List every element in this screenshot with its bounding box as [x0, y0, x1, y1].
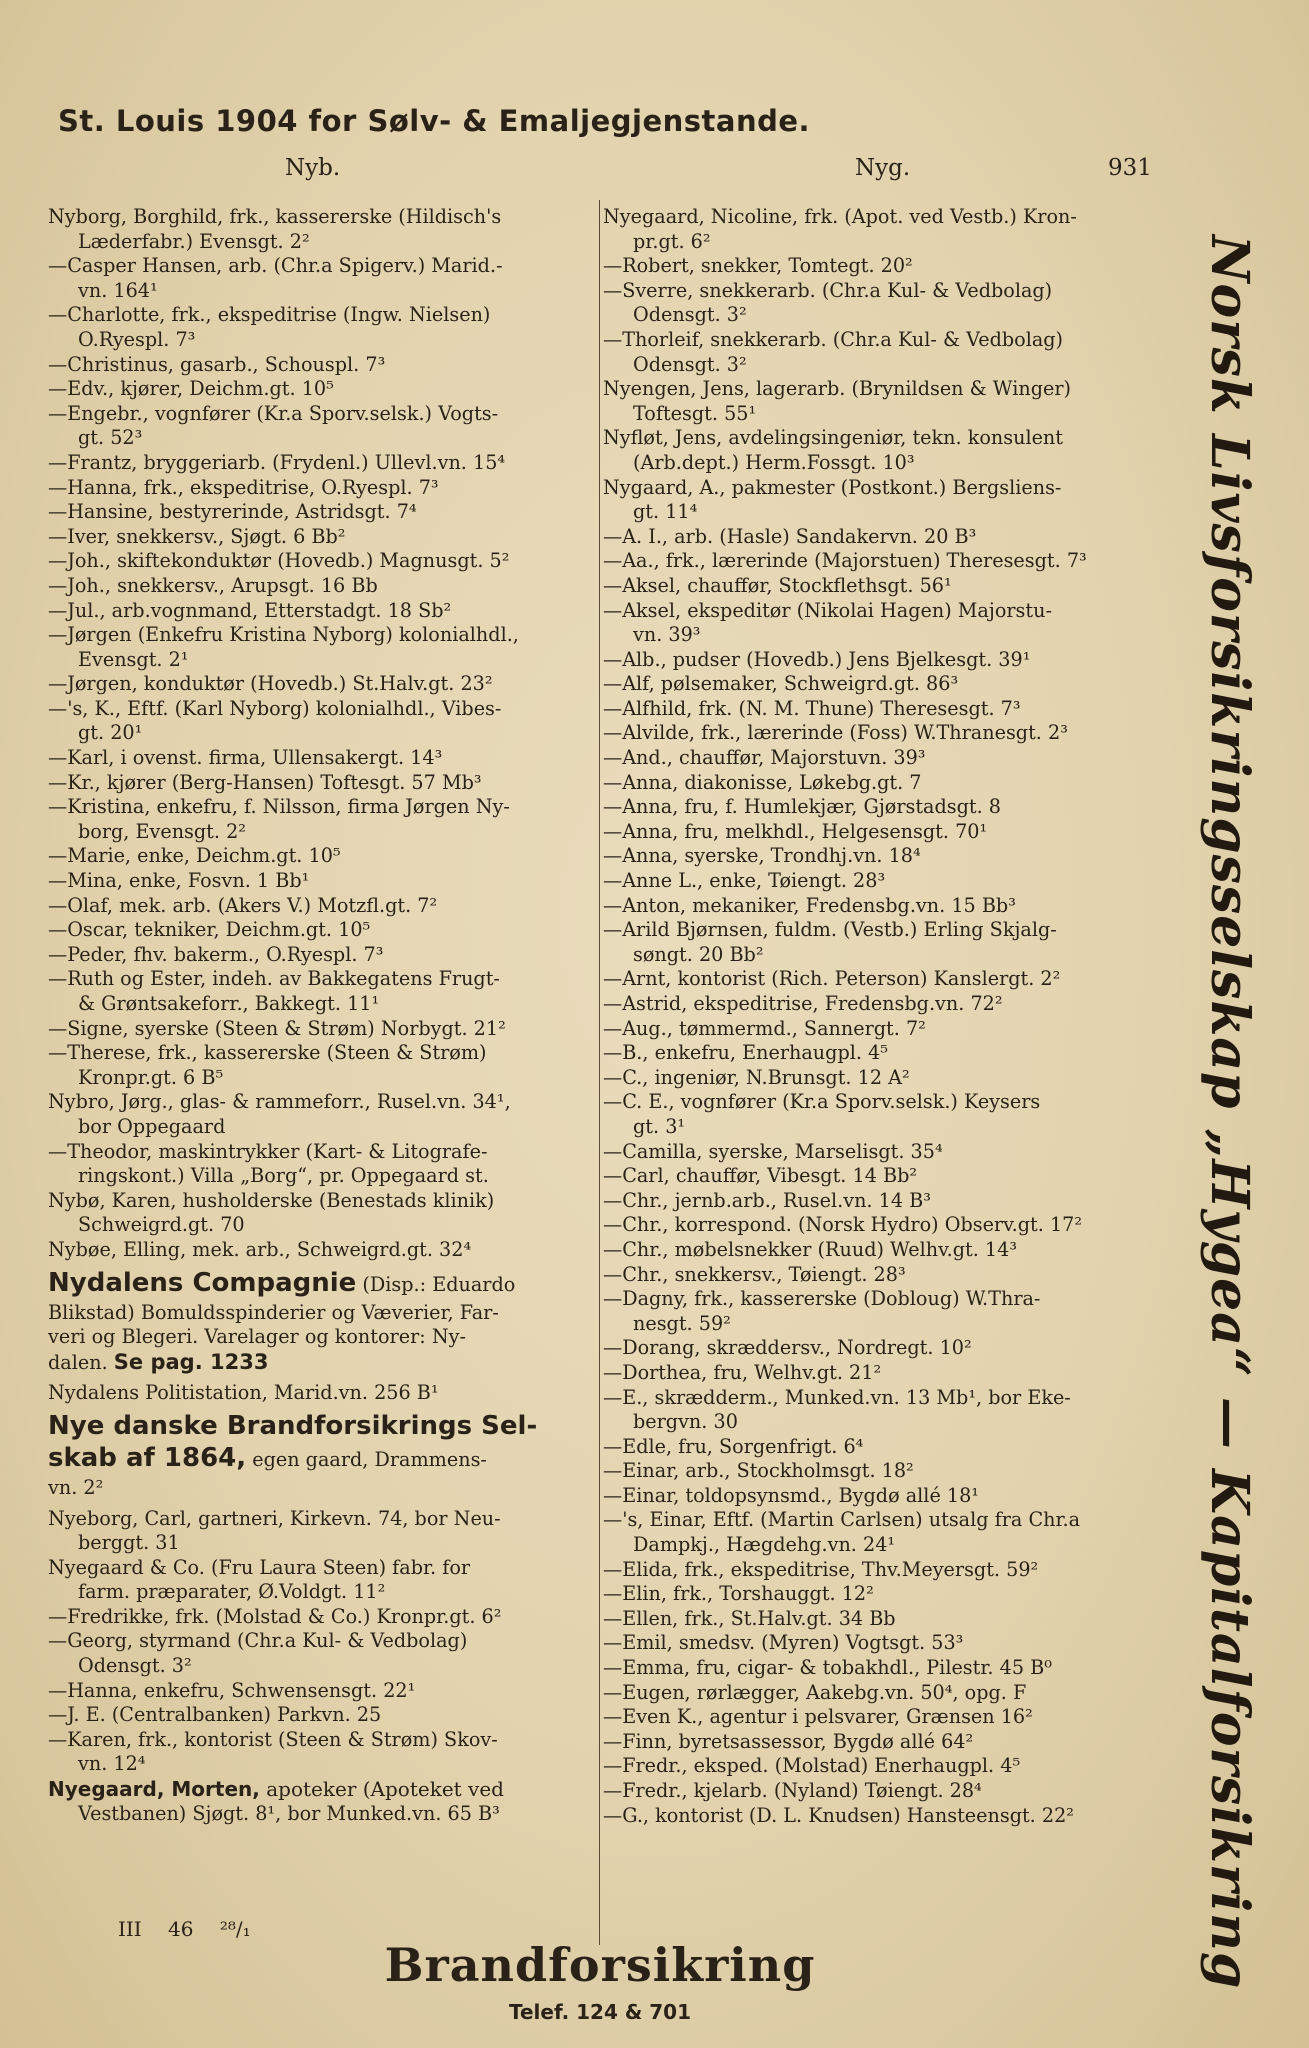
directory-line: Nybø, Karen, husholderske (Benestads klinik) — [48, 1188, 495, 1212]
nydalen-heading: Nydalens Compagnie (Disp.: Eduardo — [48, 1267, 516, 1298]
top-advertisement: St. Louis 1904 for Sølv- & Emaljegjenstande. — [58, 104, 811, 138]
directory-line: —Anne L., enke, Tøiengt. 28³ — [603, 869, 886, 893]
directory-line: —Hansine, bestyrerinde, Astridsgt. 7⁴ — [48, 500, 417, 524]
directory-line: pr.gt. 6² — [633, 229, 711, 253]
directory-line: —Ellen, frk., St.Halv.gt. 34 Bb — [603, 1606, 896, 1630]
directory-line: —Joh., snekkersv., Arupsgt. 16 Bb — [48, 573, 378, 597]
directory-line: —Anna, diakonisse, Løkebg.gt. 7 — [603, 770, 922, 794]
directory-line: —Chr., jernb.arb., Rusel.vn. 14 B³ — [603, 1188, 931, 1212]
directory-line: —Camilla, syerske, Marselisgt. 35⁴ — [603, 1139, 943, 1163]
directory-line: —Hanna, enkefru, Schwensensgt. 22¹ — [48, 1678, 416, 1702]
directory-line: —Engebr., vognfører (Kr.a Sporv.selsk.) Vogts- — [48, 401, 499, 425]
footer-page-code: III 46 ²⁸/₁ — [118, 1917, 251, 1941]
directory-line: —Dagny, frk., kassererske (Dobloug) W.Thra- — [603, 1287, 1041, 1311]
left-entries — [48, 205, 598, 1263]
directory-line: —Mina, enke, Fosvn. 1 Bb¹ — [48, 869, 310, 893]
directory-line: gt. 11⁴ — [633, 500, 698, 524]
directory-line: —Jørgen (Enkefru Kristina Nyborg) kolonialhdl., — [48, 623, 519, 647]
directory-line: Kronpr.gt. 6 B⁵ — [78, 1065, 224, 1089]
directory-line: —Astrid, ekspeditrise, Fredensbg.vn. 72² — [603, 992, 1003, 1015]
directory-line: ringskont.) Villa „Borg“, pr. Oppegaard st. — [78, 1164, 489, 1188]
directory-line: farm. præparater, Ø.Voldgt. 11² — [78, 1580, 386, 1604]
directory-line: —Emma, fru, cigar- & tobakhdl., Pilestr. 45 B⁰ — [603, 1656, 1052, 1680]
directory-line: —Chr., snekkersv., Tøiengt. 28³ — [603, 1262, 906, 1286]
directory-line: —Kr., kjører (Berg-Hansen) Toftesgt. 57 Mb³ — [48, 770, 482, 794]
directory-line: —Eugen, rørlægger, Aakebg.vn. 50⁴, opg. F — [603, 1680, 1027, 1704]
directory-line: —Arnt, kontorist (Rich. Peterson) Kanslergt. 2² — [603, 967, 1061, 991]
directory-line: Nygaard, A., pakmester (Postkont.) Bergsliens- — [603, 475, 1062, 499]
directory-line: —Oscar, tekniker, Deichm.gt. 10⁵ — [48, 918, 371, 942]
directory-line: —Edle, fru, Sorgenfrigt. 6⁴ — [603, 1434, 864, 1458]
directory-line: —E., skrædderm., Munked.vn. 13 Mb¹, bor Eke- — [603, 1385, 1071, 1409]
directory-line: —Finn, byretsassessor, Bygdø allé 64² — [603, 1729, 974, 1753]
directory-line: Læderfabr.) Evensgt. 2² — [78, 229, 310, 253]
directory-line: —'s, Einar, Eftf. (Martin Carlsen) utsalg fra Chr.a — [603, 1508, 1081, 1532]
directory-line: —Kristina, enkefru, f. Nilsson, firma Jørgen Ny- — [48, 795, 510, 819]
directory-line: søngt. 20 Bb² — [633, 942, 764, 966]
directory-line: bergvn. 30 — [633, 1410, 738, 1434]
directory-line: —Ruth og Ester, indeh. av Bakkegatens Frugt- — [48, 967, 500, 991]
directory-line: —Even K., agentur i pelsvarer, Grænsen 16² — [603, 1705, 1033, 1729]
directory-line: —Emil, smedsv. (Myren) Vogtsgt. 53³ — [603, 1631, 964, 1655]
directory-line: —Arild Bjørnsen, fuldm. (Vestb.) Erling Skjalg- — [603, 918, 1057, 942]
directory-line: gt. 52³ — [78, 426, 143, 450]
directory-line: —Aksel, ekspeditør (Nikolai Hagen) Majorstu- — [603, 598, 1052, 622]
directory-line: —Einar, arb., Stockholmsgt. 18² — [603, 1459, 914, 1483]
directory-line: —Robert, snekker, Tomtegt. 20² — [603, 254, 913, 278]
directory-line: —B., enkefru, Enerhaugpl. 4⁵ — [603, 1041, 888, 1065]
morten-heading: Nyegaard, Morten, apoteker (Apoteket ved — [48, 1777, 504, 1802]
directory-line: —Elin, frk., Torshauggt. 12² — [603, 1582, 874, 1606]
directory-line: berggt. 31 — [78, 1531, 180, 1555]
directory-line: gt. 3¹ — [633, 1114, 686, 1138]
directory-line: borg, Evensgt. 2² — [78, 819, 246, 843]
directory-line: Nyeborg, Carl, gartneri, Kirkevn. 74, bor Neu- — [48, 1506, 501, 1530]
directory-line: Nyegaard & Co. (Fru Laura Steen) fabr. for — [48, 1555, 471, 1579]
directory-line: —Dorthea, fru, Welhv.gt. 21² — [603, 1360, 882, 1384]
directory-line: —Georg, styrmand (Chr.a Kul- & Vedbolag) — [48, 1629, 468, 1653]
directory-line: O.Ryespl. 7³ — [78, 327, 196, 351]
directory-line: vn. 164¹ — [78, 278, 158, 302]
bottom-telephone: Telef. 124 & 701 — [508, 2000, 691, 2024]
header-right-keyword: Nyg. — [855, 155, 911, 181]
directory-line: —Karl, i ovenst. firma, Ullensakergt. 14³ — [48, 746, 443, 770]
directory-line: —Elida, frk., ekspeditrise, Thv.Meyersgt. 59² — [603, 1557, 1039, 1581]
right-column — [603, 205, 1151, 1828]
directory-line: —Chr., møbelsnekker (Ruud) Welhv.gt. 14³ — [603, 1237, 1018, 1261]
directory-line: —Aksel, chauffør, Stockflethsgt. 56¹ — [603, 573, 952, 597]
page-number: 931 — [1108, 155, 1152, 181]
directory-line: —C., ingeniør, N.Brunsgt. 12 A² — [603, 1065, 910, 1089]
directory-line: —A. I., arb. (Hasle) Sandakervn. 20 B³ — [603, 524, 977, 548]
directory-line: —Anna, fru, f. Humlekjær, Gjørstadsgt. 8 — [603, 795, 1002, 819]
directory-line: Toftesgt. 55¹ — [633, 401, 757, 425]
directory-line: —Hanna, frk., ekspeditrise, O.Ryespl. 7³ — [48, 475, 439, 499]
directory-line: —'s, K., Eftf. (Karl Nyborg) kolonialhdl., Vibes- — [48, 696, 502, 720]
directory-line: Nyfløt, Jens, avdelingsingeniør, tekn. konsulent — [603, 426, 1064, 450]
directory-line: —Olaf, mek. arb. (Akers V.) Motzfl.gt. 7² — [48, 893, 438, 917]
directory-line: —Dorang, skræddersv., Nordregt. 10² — [603, 1336, 972, 1360]
directory-line: —Anton, mekaniker, Fredensbg.vn. 15 Bb³ — [603, 893, 1016, 917]
directory-line: vn. 39³ — [633, 623, 701, 647]
politistation-entry: Nydalens Politistation, Marid.vn. 256 B¹ — [48, 1381, 439, 1405]
directory-line: —Anna, fru, melkhdl., Helgesensgt. 70¹ — [603, 819, 988, 843]
directory-line: —Aug., tømmermd., Sannergt. 7² — [603, 1016, 926, 1040]
directory-line: —Anna, syerske, Trondhj.vn. 18⁴ — [603, 844, 921, 868]
directory-line: Odensgt. 3² — [78, 1654, 192, 1678]
directory-line: —Joh., skiftekonduktør (Hovedb.) Magnusgt. 5² — [48, 549, 510, 573]
directory-line: —Karen, frk., kontorist (Steen & Strøm) Skov- — [48, 1727, 498, 1751]
directory-line: —Marie, enke, Deichm.gt. 10⁵ — [48, 844, 341, 868]
directory-line: —Therese, frk., kassererske (Steen & Strøm) — [48, 1041, 487, 1065]
directory-line: —Einar, toldopsynsmd., Bygdø allé 18¹ — [603, 1483, 980, 1507]
nydalen-line: dalen. Se pag. 1233 — [48, 1349, 269, 1374]
directory-line: —Signe, syerske (Steen & Strøm) Norbygt. 21² — [48, 1016, 506, 1040]
nye-danske-line: vn. 2² — [48, 1475, 104, 1499]
directory-line: —Jul., arb.vognmand, Etterstadgt. 18 Sb² — [48, 598, 452, 622]
nydalen-line: Blikstad) Bomuldsspinderier og Væverier, Far- — [48, 1300, 499, 1324]
directory-line: bor Oppegaard — [78, 1114, 226, 1138]
directory-line: —Jørgen, konduktør (Hovedb.) St.Halv.gt. 23² — [48, 672, 493, 696]
directory-line: Odensgt. 3² — [633, 352, 747, 376]
directory-line: —G., kontorist (D. L. Knudsen) Hansteensgt. 22² — [603, 1803, 1074, 1827]
column-divider — [599, 200, 600, 1945]
directory-line: Dampkj., Hægdehg.vn. 24¹ — [633, 1533, 896, 1557]
directory-line: —Carl, chauffør, Vibesgt. 14 Bb² — [603, 1164, 918, 1188]
directory-line: —Aa., frk., lærerinde (Majorstuen) Theresesgt. 7³ — [603, 549, 1087, 573]
directory-line: —C. E., vognfører (Kr.a Sporv.selsk.) Keysers — [603, 1090, 1041, 1114]
directory-line: —Thorleif, snekkerarb. (Chr.a Kul- & Vedbolag) — [603, 327, 1064, 351]
directory-line: —Charlotte, frk., ekspeditrise (Ingw. Nielsen) — [48, 303, 491, 327]
directory-line: gt. 20¹ — [78, 721, 143, 745]
directory-line: —Alfhild, frk. (N. M. Thune) Theresesgt. 7³ — [603, 696, 1021, 720]
directory-line: —Fredr., eksped. (Molstad) Enerhaugpl. 4⁵ — [603, 1754, 1021, 1778]
directory-line: —Fredrikke, frk. (Molstad & Co.) Kronpr.gt. 6² — [48, 1604, 502, 1628]
directory-line: —And., chauffør, Majorstuvn. 39³ — [603, 746, 926, 770]
directory-line: —Frantz, bryggeriarb. (Frydenl.) Ullevl.vn. 15⁴ — [48, 450, 506, 474]
directory-line: —Chr., korrespond. (Norsk Hydro) Observ.gt. 17² — [603, 1213, 1083, 1237]
directory-line: Nyborg, Borghild, frk., kassererske (Hildisch's — [48, 205, 502, 228]
directory-line: Nybro, Jørg., glas- & rammeforr., Rusel.vn. 34¹, — [48, 1090, 511, 1114]
directory-line: Nyegaard, Nicoline, frk. (Apot. ved Vestb.) Kron- — [603, 205, 1077, 228]
directory-line: Evensgt. 2¹ — [78, 647, 189, 671]
left-column — [48, 205, 598, 1826]
directory-line: —Alf, pølsemaker, Schweigrd.gt. 86³ — [603, 672, 959, 696]
directory-line: —Alb., pudser (Hovedb.) Jens Bjelkesgt. 39¹ — [603, 647, 1031, 671]
header-left-keyword: Nyb. — [285, 155, 341, 181]
directory-line: —J. E. (Centralbanken) Parkvn. 25 — [48, 1703, 382, 1727]
directory-line: —Peder, fhv. bakerm., O.Ryespl. 7³ — [48, 942, 384, 966]
nydalen-line: veri og Blegeri. Varelager og kontorer: Ny- — [48, 1325, 466, 1349]
directory-line: Nyengen, Jens, lagerarb. (Brynildsen & Winger) — [603, 377, 1071, 401]
directory-line: —Christinus, gasarb., Schouspl. 7³ — [48, 352, 386, 376]
nye-danske-line: skab af 1864, egen gaard, Drammens- — [48, 1442, 487, 1473]
directory-line: vn. 12⁴ — [78, 1752, 146, 1776]
nye-danske-heading: Nye danske Brandforsikrings Sel- — [48, 1410, 538, 1441]
bottom-advertisement: Brandforsikring — [384, 1938, 816, 1992]
directory-line: Nybøe, Elling, mek. arb., Schweigrd.gt. 32⁴ — [48, 1237, 472, 1261]
directory-line: —Iver, snekkersv., Sjøgt. 6 Bb² — [48, 524, 346, 548]
directory-line: & Grøntsakeforr., Bakkegt. 11¹ — [78, 992, 380, 1015]
directory-line: (Arb.dept.) Herm.Fossgt. 10³ — [633, 450, 915, 474]
morten-line: Vestbanen) Sjøgt. 8¹, bor Munked.vn. 65 B³ — [78, 1801, 500, 1825]
directory-line: nesgt. 59² — [633, 1311, 731, 1335]
directory-line: Odensgt. 3² — [633, 303, 747, 327]
directory-line: —Alvilde, frk., lærerinde (Foss) W.Thranesgt. 2³ — [603, 721, 1068, 745]
directory-line: —Theodor, maskintrykker (Kart- & Litografe- — [48, 1139, 488, 1163]
directory-line: —Casper Hansen, arb. (Chr.a Spigerv.) Marid.- — [48, 254, 503, 278]
directory-line: —Sverre, snekkerarb. (Chr.a Kul- & Vedbolag) — [603, 278, 1053, 302]
directory-line: Schweigrd.gt. 70 — [78, 1213, 245, 1237]
side-advertisement: Norsk Livsforsikringsselskap „Hygea“ — Kapitalforsikring — [1199, 235, 1260, 1990]
left-entries-2 — [48, 1507, 598, 1778]
directory-line: —Fredr., kjelarb. (Nyland) Tøiengt. 28⁴ — [603, 1779, 982, 1802]
directory-line: —Edv., kjører, Deichm.gt. 10⁵ — [48, 377, 334, 401]
